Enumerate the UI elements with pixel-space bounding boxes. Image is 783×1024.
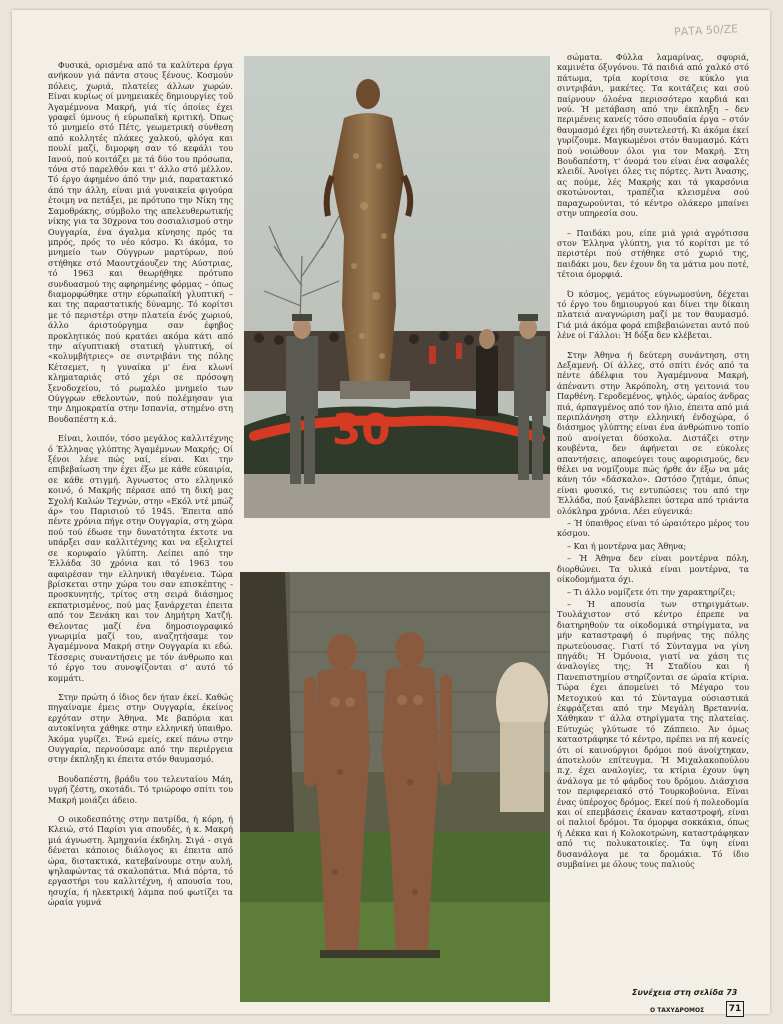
paragraph: Στην πρώτη ό ίδιος δεν ήταν έκεί. Καθώς πηγαίναμε έμεις στην Ουγγαρία, έκείνος ερχόταν στην Άθηνα. Με βαπόρια και αυτοκίνητα χάθηκε στην ελληνική ύπαιθρο. Άκόμα γυρίζει. Ένώ εμείς, εκεί πάνω στην Ουγγαρία, περνούσαμε από την περιέργεια στην έκπληξη κι έπειτα στόν θαυμασμό.	[48, 691, 233, 765]
paragraph: Βουδαπέστη, βράδυ του τελευταίου Μάη, υγρή ζέστη, σκοτάδι. Τό τριώροφο σπίτι του Μακρή μοιάζει άδειο.	[48, 773, 233, 805]
paragraph: Είναι, λοιπόν, τόσο μεγάλος καλλιτέχνης ό Έλληνας γλύπτης Άγαμέμνων Μακρής; Οί ξένοι λένε πώς ναί, είναι. Και την επιβεβαίωση την έχει έξω με κάθε εύκαιρία, σε κάθε στιγμή. Άγνωστος στο ελληνικό κοινό, ό Μακρής πέρασε από τη δική μας Σχολή Καλών Τεχνών, στην «Εκόλ ντέ μπώζ άρ» του Παρισιού τό 1945. Έπειτα από πέντε χρόνια πήγε στην Ουγγαρία, στη χώρα πού τού έδωσε την δυνατότητα έκτοτε να υπάρξει σαν καλλιτέχνης και να εξελιχτεί σε κορυφαίο γλύπτη. Λείπει από την Έλλάδα 30 χρόνια και τό 1963 του αφαιρέσαν την ελληνική ιθαγένεια. Τώρα βρίσκεται στην χώρα του σαν επισκέπτης - προσκυνητής, τρίτος στη σειρά διάσημος εκπατρισμένος, πού μας ξανάρχεται έπειτα από τον Ξενάκη και τον Δημήτρη Χατζή. Θελοντας μαζί ένα δημοσιογραφικό γνωριμία μαζί του, αναζητήσαμε τον Άγαμέμνονα Μακρή στην Ουγγαρία κι εδώ. Τέσσερις συναντήσεις με τόν άνθρωπο και τό έργο του συνοψίζονται σ' αυτό τό κομμάτι.	[48, 433, 233, 683]
photo-monument-ceremony	[244, 56, 550, 518]
continued-on-page: Συνέχεια στη σελίδα 73	[632, 988, 738, 997]
paragraph: – Ή Άθηνα δεν είναι μοντέρνα πόλη, διορθώνει. Τα υλικά είναι μοντέρνα, τα οίκοδομήματα όχι.	[557, 553, 749, 585]
paragraph: – Τι άλλο νομίζετε ότι την χαρακτηρίζει;	[567, 586, 736, 597]
article-column-right	[557, 52, 749, 980]
paragraph: – Και ή μοντέρνα μας Άθηνα;	[567, 540, 687, 551]
photo-twin-statues	[240, 572, 550, 1002]
paragraph: σώματα. Φύλλα λαμαρίνας, σφυριά, καμινέτα όξυγόνου. Τά παιδιά από χαλκό στό πάτωμα, τρία κορίτσια σε κύκλο για σιντριβάνι, μακέτες. Τα κοιτάζεις και σού παίρνουν όλοένα περισσότερο καρδιά και νού. Ή μετάβαση από την έκπληξη – δεν περιμένεις κανείς τόσο σπουδαία έργα – στόν θαυμασμό έχει ήδη συντελεστή. Κι άκόμα έκεί γυρίζουμε. Μαγκωμένοι στόν θαυμασμό. Κάτι πού νοιώθουν όλοι για τον Μακρή. Στη Βουδαπέστη, τ' όνομά του είναι ένα ασφαλές κλειδί. Άνοίγει όλες τις πόρτες. Άντι Άνασης, ας πούμε, λές Μακρής και τά γκαρσόνια σκοτώνονται, τραπέζια κλεισμένα σού παραχωρούνται, τό κέντρο ολάκερο μπαίνει στην υπηρεσία σου.	[557, 52, 749, 219]
paragraph: – Παιδάκι μου, είπε μιά γριά αγρότισσα στον Έλληνα γλύπτη, για τό κορίτσι με τό περιστέρι πού στήθηκε στό χωριό της, παιδάκι μου, δεν έχουν δη τα μάτια μου ποτέ, τέτοια όμορφιά.	[557, 227, 749, 280]
article-column-left	[48, 60, 233, 1010]
wreath-number-30: 30	[332, 405, 391, 454]
handwritten-archive-note: ΡΑΤΑ 50/ΖΕ	[673, 22, 739, 39]
paragraph: Στην Άθηνα ή δεύτερη συνάντηση, στη Δεξαμενή. Οί άλλες, στό σπίτι ένός από τα πέντε άδέλφια του Άγαμέμνονα Μακρή, άπέναντι στην Άκρόπολη, στη γειτονιά του Παρθένη. Γεροδεμένος, ψηλός, ώραίος άνδρας πιά, άρπαγμένος από τον ήλιο, έπειτα από μιά περιπλάνηση στην ελληνική ένδοχώρα, ό διάσημος γλύπτης είναι ένα άνθρώπινο τοπίο πού ανοίγεται δύσκολα. Διστάζει στην κουβέντα, δεν άφήνεται σε εύκολες απαντήσεις, αποφεύγει τους αφορισμούς, δεν θέλει να νομίζουμε πώς ήρθε άν έξω να μάς κάνη τόν «δάσκαλο». Ωστόσο ζητάμε, όπως είναι φυσικό, τις εντυπώσεις του από την Έλλάδα, πού ξανάβλεπει ύστερα από τριάντα ολόκληρα χρόνια. Λέει εύγενικά:	[557, 349, 749, 516]
magazine-page	[12, 10, 770, 1014]
monument-ceremony-illustration	[244, 56, 550, 518]
page-number: 71	[726, 1001, 744, 1017]
paragraph: – Ή ύπαιθρος είναι τό ώραιότερο μέρος του κόσμου.	[557, 518, 749, 539]
paragraph: Φυσικά, ορισμένα από τα καλύτερα έργα ανήκουν γιά πάντα στους ξένους. Κοσμούν πόλεις, χωριά, πλατείες άλλων χωρών. Είναι κυρίως οί μνημειακές δημιουργίες τοῦ Άγαμέμνονα Μακρή, γιά τίς όποίες έχει γραφεῖ ύμνους ή εύρωπαϊκή κριτική. Όπως τό μνημείο στό Πέτς, γεωμετρική σύνθεση από κολλητές πλάκες χαλκού, φλόγα και πουλί μαζί, διμορφη σαν τό κεφάλι του Ιανού, πού κοιτάζει με τά δύο του πρόσωπα, τόνα στό παρελθόν και τ' άλλο στό μέλλον. Τό έργο άφημένο άπό την μιά, παρατακτικό άπό την άλλη, είναι μιά γυναικεία φιγούρα έτοιμη να πετάξει, με πρότυπο την Νίκη της Σαμοθράκης, σύμβολο της απελευθερωτικής νίκης για τα 30χρονα του σοσιαλισμού στην Ουγγαρία, ένα άγαλμα κίνησης πρός τα μπρός, πρός το νέο κόσμο. Κι άκόμα, το μνημείο των Ούγγρων μαρτύρων, πού στήθηκε στό Μαουτχάουζεν της Αύστριας, τό 1963 και θεωρήθηκε πρότυπο συνδυασμού της αφηρημένης φόρμας – όπως διαμορφώθηκε στην εύρωπαϊκή γλυπτική – και της παραστατικής δύναμης. Τό κορίτσι με τό περιστέρι στην πλατεία ένός χωριού, άλλο άριστούργημα σαν έφηβος προκλητικός πού κρατάει ακόμα κάτι από την αίγυπτιακή στατική γλυπτική, οί «κολυμβήτριες» σε σιντριβάνι της πόλης Κέτσεμετ, η γυναίκα μ' ένα κλωνί κληματαριάς στό χέρι σε πρόσοψη ξενοδοχείου, τό ρωμαλέο μνημείο των Ούγγρων εθελοντών, πού πολέμησαν για την Δημοκρατία στην Ισπανία, στημένο στη Βουδαπέστη κ.ά.	[48, 60, 233, 424]
twin-statues-illustration	[240, 572, 550, 1002]
paragraph: Ό κόσμος, γεμάτος εύγνωμοσύνη, δέχεται τό έργο του δημιουργού και δίνει την δίκαιη πλατειά αναγνώριση μαζί με τον θαυμασμό. Γιά μιά άκόμα φορά επιβεβαιώνεται αυτό πού λένε οί Γάλλοι: Ή δόξα δεν κλέβεται.	[557, 288, 749, 341]
magazine-name: Ο ΤΑΧΥΔΡΟΜΟΣ	[650, 1007, 705, 1014]
paragraph: – Ή απουσία των στηριγμάτων. Τουλάχιστον στό κέντρο έπρεπε να διατηρηθούν τα οίκοδομικά στηρίγματα, να μήν καταστραφή ό πυρήνας της πόλης πρωτεύουσας. Γιατί τό Σύνταγμα να γίνη πηγάδι; Ή Όμόνοια, γιατί να χάση τις άναλογίες της; Ή Σταδίου και ή Πανεπιστημίου στηρίζονται σε ώραία κτίρια. Τώρα έχει άπομείνει τό Μέγαρο του Μετοχικού και τό Σύνταγμα ούσιαστικά έκφράζεται από την Μεγάλη Βρεταννία. Χάθηκαν τ' άλλα στηρίγματα της πλατείας. Εύτυχώς γλύτωσε τό Ζάππειο. Άν όμως καταστράφηκε τό κέντρο, πρέπει να πή κανείς ότι οί καινούργιοι δρόμοι πού άνοίχτηκαν, άποτελούν επίτευγμα. Ή Μιχαλακοπούλου π.χ. έχει αναλογίες, τα κτίρια έχουν ύψη άνάλογα με τό φάρδος του δρόμου. Διάσχισα τον περιφερειακό στό Τουρκοβούνια. Είναι ένας ύπέροχος δρόμος. Εκεί πού ή πολεοδομία και οί επεμβάσεις έκαναν καταστροφή, είναι οί παλιοί δρόμοι. Τα όμορφα σοκκάκια, όπως ή Λέκκα και ή Κολοκοτρώνη, καταστράφηκαν από τις πολυκατοικίες. Τα ύψη είναι δυσανάλογα με τα δρομάκια. Τό ίδιο συμβαίνει με όλους τους παλιούς	[557, 598, 749, 870]
paragraph: Ο οικοδεσπότης στην πατρίδα, ή κόρη, ή Κλειώ, στό Παρίσι για σπουδές, ή κ. Μακρή μιά άγνωστη. Άμηχανία έκδηλη. Σιγά - σιγά δένεται κάποιος διάλογος κι έπειτα από ώρα, διστακτικά, κατεβαίνουμε στην αυλή, ψηλαφώντας τά σκαλοπάτια. Μιά πόρτα, τό εργαστήρι του καλλιτέχνη, ή απουσία του, ησυχία, ή ηλεκτρική λάμπα πού φωτίζει τα ώραία γυμνά	[48, 814, 233, 908]
